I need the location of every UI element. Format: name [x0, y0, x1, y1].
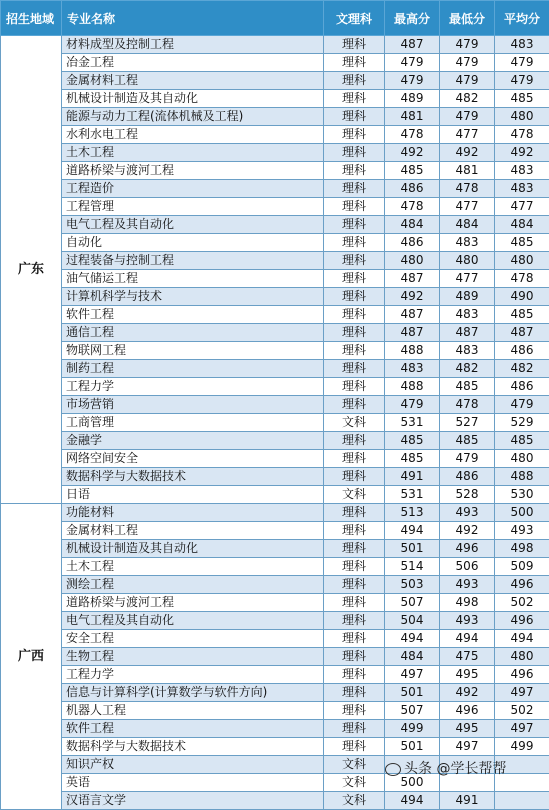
- major-cell: 能源与动力工程(流体机械及工程): [62, 108, 324, 126]
- type-cell: 理科: [324, 576, 385, 594]
- table-row: [1, 414, 549, 432]
- avg-score-cell: 479: [495, 396, 549, 414]
- major-cell: 土木工程: [62, 144, 324, 162]
- min-score-cell: 481: [440, 162, 495, 180]
- major-cell: 电气工程及其自动化: [62, 216, 324, 234]
- type-cell: 理科: [324, 180, 385, 198]
- min-score-cell: 506: [440, 558, 495, 576]
- avg-score-cell: 496: [495, 612, 549, 630]
- min-score-cell: 491: [440, 792, 495, 810]
- min-score-cell: 494: [440, 630, 495, 648]
- max-score-cell: 494: [385, 630, 440, 648]
- major-cell: 金融学: [62, 432, 324, 450]
- avg-score-cell: 490: [495, 288, 549, 306]
- table-row: [1, 630, 549, 648]
- min-score-cell: 478: [440, 180, 495, 198]
- avg-score-cell: 529: [495, 414, 549, 432]
- min-score-cell: 495: [440, 666, 495, 684]
- major-cell: 软件工程: [62, 306, 324, 324]
- avg-score-cell: 485: [495, 234, 549, 252]
- avg-score-cell: 480: [495, 252, 549, 270]
- max-score-cell: 487: [385, 270, 440, 288]
- max-score-cell: 491: [385, 468, 440, 486]
- type-cell: 理科: [324, 378, 385, 396]
- major-cell: 过程装备与控制工程: [62, 252, 324, 270]
- min-score-cell: 487: [440, 324, 495, 342]
- type-cell: 理科: [324, 342, 385, 360]
- major-cell: 市场营销: [62, 396, 324, 414]
- avg-score-cell: 502: [495, 594, 549, 612]
- major-cell: 工商管理: [62, 414, 324, 432]
- avg-score-cell: 478: [495, 126, 549, 144]
- region-cell: 广东: [1, 36, 62, 504]
- major-cell: 水利水电工程: [62, 126, 324, 144]
- max-score-cell: 500: [385, 774, 440, 792]
- max-score-cell: 487: [385, 306, 440, 324]
- avg-score-cell: 482: [495, 360, 549, 378]
- table-row: [1, 162, 549, 180]
- type-cell: 理科: [324, 306, 385, 324]
- type-cell: 理科: [324, 468, 385, 486]
- avg-score-cell: 493: [495, 522, 549, 540]
- avg-score-cell: 509: [495, 558, 549, 576]
- table-row: [1, 54, 549, 72]
- major-cell: 冶金工程: [62, 54, 324, 72]
- avg-score-cell: 530: [495, 486, 549, 504]
- min-score-cell: 528: [440, 486, 495, 504]
- max-score-cell: 479: [385, 72, 440, 90]
- type-cell: 理科: [324, 522, 385, 540]
- major-cell: 生物工程: [62, 648, 324, 666]
- header-major: 专业名称: [62, 1, 324, 36]
- min-score-cell: 479: [440, 36, 495, 54]
- table-row: [1, 666, 549, 684]
- avg-score-cell: [495, 792, 549, 810]
- major-cell: 机械设计制造及其自动化: [62, 90, 324, 108]
- min-score-cell: 483: [440, 306, 495, 324]
- type-cell: 理科: [324, 234, 385, 252]
- avg-score-cell: 483: [495, 162, 549, 180]
- type-cell: 理科: [324, 684, 385, 702]
- type-cell: 理科: [324, 90, 385, 108]
- watermark-text: 头条 @学长帮帮: [404, 761, 506, 777]
- min-score-cell: 477: [440, 198, 495, 216]
- min-score-cell: 493: [440, 612, 495, 630]
- max-score-cell: 507: [385, 594, 440, 612]
- table-row: [1, 612, 549, 630]
- major-cell: 工程管理: [62, 198, 324, 216]
- max-score-cell: 478: [385, 126, 440, 144]
- type-cell: 理科: [324, 360, 385, 378]
- min-score-cell: 479: [440, 72, 495, 90]
- table-row: [1, 468, 549, 486]
- type-cell: 理科: [324, 504, 385, 522]
- region-cell: 广西: [1, 504, 62, 810]
- min-score-cell: 479: [440, 450, 495, 468]
- avg-score-cell: 477: [495, 198, 549, 216]
- type-cell: 理科: [324, 288, 385, 306]
- major-cell: 日语: [62, 486, 324, 504]
- major-cell: 金属材料工程: [62, 522, 324, 540]
- major-cell: 通信工程: [62, 324, 324, 342]
- table-row: [1, 486, 549, 504]
- min-score-cell: 493: [440, 576, 495, 594]
- type-cell: 文科: [324, 414, 385, 432]
- max-score-cell: 531: [385, 486, 440, 504]
- type-cell: 理科: [324, 324, 385, 342]
- type-cell: 理科: [324, 252, 385, 270]
- max-score-cell: 479: [385, 54, 440, 72]
- max-score-cell: 486: [385, 180, 440, 198]
- header-min: 最低分: [440, 1, 495, 36]
- max-score-cell: 507: [385, 702, 440, 720]
- avg-score-cell: 488: [495, 468, 549, 486]
- major-cell: 道路桥梁与渡河工程: [62, 162, 324, 180]
- table-row: [1, 270, 549, 288]
- major-cell: 功能材料: [62, 504, 324, 522]
- table-row: [1, 504, 549, 522]
- max-score-cell: 501: [385, 738, 440, 756]
- type-cell: 文科: [324, 792, 385, 810]
- header-max: 最高分: [385, 1, 440, 36]
- table-row: [1, 684, 549, 702]
- avg-score-cell: 483: [495, 36, 549, 54]
- major-cell: 数据科学与大数据技术: [62, 468, 324, 486]
- type-cell: 理科: [324, 450, 385, 468]
- max-score-cell: 503: [385, 576, 440, 594]
- avg-score-cell: 485: [495, 306, 549, 324]
- max-score-cell: 485: [385, 432, 440, 450]
- min-score-cell: 482: [440, 360, 495, 378]
- min-score-cell: 496: [440, 702, 495, 720]
- type-cell: 理科: [324, 630, 385, 648]
- type-cell: 理科: [324, 648, 385, 666]
- max-score-cell: 489: [385, 90, 440, 108]
- major-cell: 安全工程: [62, 630, 324, 648]
- major-cell: 信息与计算科学(计算数学与软件方向): [62, 684, 324, 702]
- header-row: [1, 1, 549, 36]
- table-row: [1, 360, 549, 378]
- avg-score-cell: 494: [495, 630, 549, 648]
- table-row: [1, 792, 549, 810]
- max-score-cell: 480: [385, 252, 440, 270]
- max-score-cell: 487: [385, 324, 440, 342]
- major-cell: 道路桥梁与渡河工程: [62, 594, 324, 612]
- max-score-cell: 501: [385, 684, 440, 702]
- major-cell: 工程造价: [62, 180, 324, 198]
- type-cell: 理科: [324, 54, 385, 72]
- min-score-cell: 497: [440, 738, 495, 756]
- max-score-cell: 494: [385, 522, 440, 540]
- type-cell: 理科: [324, 270, 385, 288]
- type-cell: 理科: [324, 36, 385, 54]
- type-cell: 理科: [324, 540, 385, 558]
- table-row: [1, 306, 549, 324]
- header-region: 招生地域: [1, 1, 62, 36]
- major-cell: 知识产权: [62, 756, 324, 774]
- table-row: [1, 180, 549, 198]
- max-score-cell: 487: [385, 36, 440, 54]
- table-row: [1, 378, 549, 396]
- table-row: [1, 72, 549, 90]
- type-cell: 理科: [324, 666, 385, 684]
- max-score-cell: 481: [385, 108, 440, 126]
- avg-score-cell: 496: [495, 576, 549, 594]
- wechat-icon: [385, 763, 401, 776]
- avg-score-cell: 480: [495, 648, 549, 666]
- major-cell: 材料成型及控制工程: [62, 36, 324, 54]
- type-cell: 文科: [324, 774, 385, 792]
- table-row: [1, 702, 549, 720]
- max-score-cell: 488: [385, 378, 440, 396]
- table-row: [1, 594, 549, 612]
- major-cell: 油气储运工程: [62, 270, 324, 288]
- max-score-cell: 499: [385, 720, 440, 738]
- type-cell: 文科: [324, 756, 385, 774]
- max-score-cell: 514: [385, 558, 440, 576]
- max-score-cell: 484: [385, 648, 440, 666]
- type-cell: 理科: [324, 558, 385, 576]
- max-score-cell: 488: [385, 342, 440, 360]
- table-row: [1, 234, 549, 252]
- major-cell: 自动化: [62, 234, 324, 252]
- major-cell: 物联网工程: [62, 342, 324, 360]
- major-cell: 金属材料工程: [62, 72, 324, 90]
- max-score-cell: 479: [385, 396, 440, 414]
- table-row: [1, 432, 549, 450]
- table-row: [1, 540, 549, 558]
- avg-score-cell: 502: [495, 702, 549, 720]
- min-score-cell: 480: [440, 252, 495, 270]
- major-cell: 数据科学与大数据技术: [62, 738, 324, 756]
- avg-score-cell: 478: [495, 270, 549, 288]
- major-cell: 工程力学: [62, 666, 324, 684]
- major-cell: 英语: [62, 774, 324, 792]
- min-score-cell: 492: [440, 684, 495, 702]
- max-score-cell: 531: [385, 414, 440, 432]
- min-score-cell: 477: [440, 126, 495, 144]
- max-score-cell: 486: [385, 234, 440, 252]
- table-row: [1, 324, 549, 342]
- max-score-cell: 494: [385, 792, 440, 810]
- type-cell: 理科: [324, 720, 385, 738]
- avg-score-cell: 487: [495, 324, 549, 342]
- major-cell: 工程力学: [62, 378, 324, 396]
- min-score-cell: 492: [440, 522, 495, 540]
- major-cell: 制药工程: [62, 360, 324, 378]
- major-cell: 汉语言文学: [62, 792, 324, 810]
- avg-score-cell: 500: [495, 504, 549, 522]
- avg-score-cell: 485: [495, 432, 549, 450]
- max-score-cell: 513: [385, 504, 440, 522]
- type-cell: 理科: [324, 108, 385, 126]
- major-cell: 软件工程: [62, 720, 324, 738]
- min-score-cell: 478: [440, 396, 495, 414]
- max-score-cell: 483: [385, 360, 440, 378]
- type-cell: 理科: [324, 594, 385, 612]
- table-row: [1, 36, 549, 54]
- avg-score-cell: 484: [495, 216, 549, 234]
- min-score-cell: 493: [440, 504, 495, 522]
- min-score-cell: 527: [440, 414, 495, 432]
- major-cell: 计算机科学与技术: [62, 288, 324, 306]
- min-score-cell: 479: [440, 108, 495, 126]
- min-score-cell: 498: [440, 594, 495, 612]
- type-cell: 理科: [324, 162, 385, 180]
- table-row: [1, 252, 549, 270]
- table-row: [1, 342, 549, 360]
- min-score-cell: 479: [440, 54, 495, 72]
- type-cell: 理科: [324, 72, 385, 90]
- min-score-cell: 485: [440, 378, 495, 396]
- min-score-cell: 475: [440, 648, 495, 666]
- table-row: [1, 108, 549, 126]
- avg-score-cell: 480: [495, 108, 549, 126]
- watermark: [385, 758, 506, 778]
- type-cell: 理科: [324, 126, 385, 144]
- type-cell: 理科: [324, 396, 385, 414]
- table-row: [1, 558, 549, 576]
- major-cell: 机械设计制造及其自动化: [62, 540, 324, 558]
- type-cell: 理科: [324, 144, 385, 162]
- min-score-cell: 496: [440, 540, 495, 558]
- type-cell: 文科: [324, 486, 385, 504]
- major-cell: 电气工程及其自动化: [62, 612, 324, 630]
- type-cell: 理科: [324, 702, 385, 720]
- table-row: [1, 450, 549, 468]
- type-cell: 理科: [324, 738, 385, 756]
- avg-score-cell: 485: [495, 90, 549, 108]
- major-cell: 网络空间安全: [62, 450, 324, 468]
- table-row: [1, 126, 549, 144]
- table-row: [1, 720, 549, 738]
- max-score-cell: 497: [385, 666, 440, 684]
- table-row: [1, 396, 549, 414]
- max-score-cell: 504: [385, 612, 440, 630]
- min-score-cell: 489: [440, 288, 495, 306]
- major-cell: 土木工程: [62, 558, 324, 576]
- max-score-cell: 485: [385, 162, 440, 180]
- min-score-cell: 485: [440, 432, 495, 450]
- type-cell: 理科: [324, 612, 385, 630]
- max-score-cell: 484: [385, 216, 440, 234]
- max-score-cell: 501: [385, 540, 440, 558]
- avg-score-cell: 498: [495, 540, 549, 558]
- min-score-cell: 495: [440, 720, 495, 738]
- min-score-cell: 482: [440, 90, 495, 108]
- table-row: [1, 648, 549, 666]
- type-cell: 理科: [324, 216, 385, 234]
- major-cell: 机器人工程: [62, 702, 324, 720]
- avg-score-cell: 479: [495, 72, 549, 90]
- avg-score-cell: 496: [495, 666, 549, 684]
- max-score-cell: 492: [385, 288, 440, 306]
- type-cell: 理科: [324, 198, 385, 216]
- header-type: 文理科: [324, 1, 385, 36]
- avg-score-cell: 480: [495, 450, 549, 468]
- table-row: [1, 738, 549, 756]
- avg-score-cell: 479: [495, 54, 549, 72]
- min-score-cell: 483: [440, 342, 495, 360]
- table-row: [1, 522, 549, 540]
- min-score-cell: 483: [440, 234, 495, 252]
- avg-score-cell: 483: [495, 180, 549, 198]
- max-score-cell: 478: [385, 198, 440, 216]
- table-row: [1, 144, 549, 162]
- type-cell: 理科: [324, 432, 385, 450]
- avg-score-cell: 499: [495, 738, 549, 756]
- min-score-cell: 484: [440, 216, 495, 234]
- avg-score-cell: 497: [495, 684, 549, 702]
- table-row: [1, 90, 549, 108]
- min-score-cell: 477: [440, 270, 495, 288]
- table-row: [1, 288, 549, 306]
- max-score-cell: 492: [385, 144, 440, 162]
- avg-score-cell: 492: [495, 144, 549, 162]
- avg-score-cell: 497: [495, 720, 549, 738]
- table-row: [1, 576, 549, 594]
- table-row: [1, 198, 549, 216]
- min-score-cell: 486: [440, 468, 495, 486]
- header-avg: 平均分: [495, 1, 549, 36]
- avg-score-cell: 486: [495, 342, 549, 360]
- major-cell: 测绘工程: [62, 576, 324, 594]
- min-score-cell: 492: [440, 144, 495, 162]
- max-score-cell: 485: [385, 450, 440, 468]
- avg-score-cell: 486: [495, 378, 549, 396]
- table-body: [1, 36, 549, 810]
- table-row: [1, 216, 549, 234]
